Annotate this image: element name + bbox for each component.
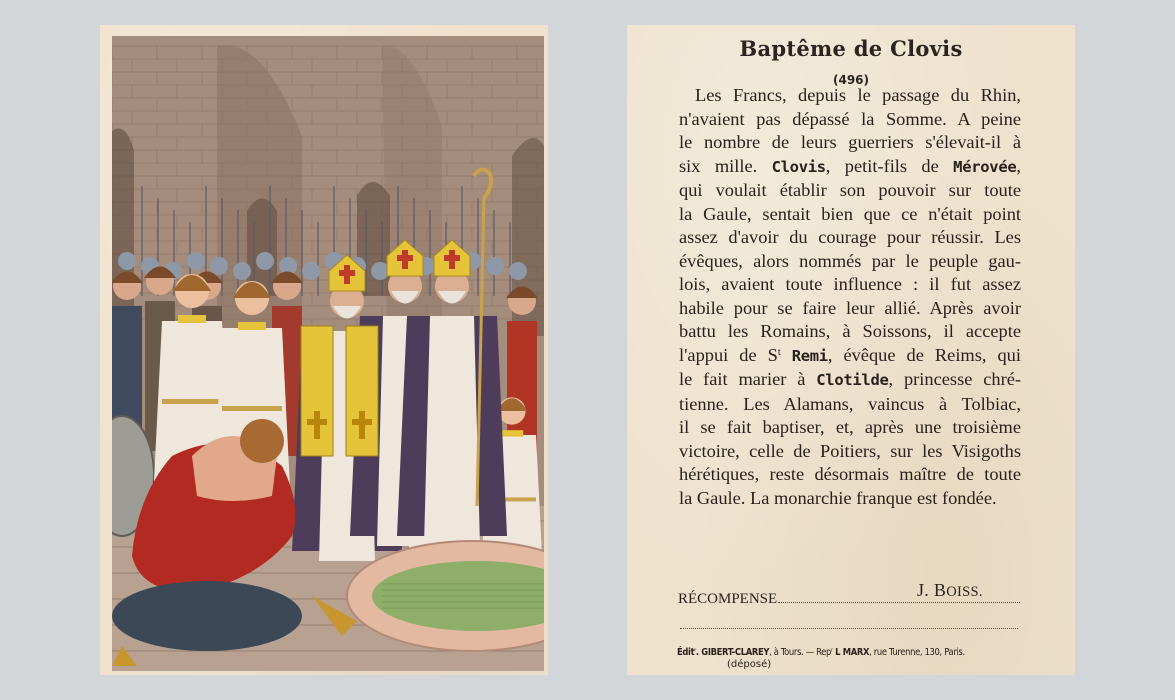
text-line bbox=[679, 84, 1021, 108]
text-line bbox=[679, 131, 1021, 155]
text-line bbox=[679, 440, 1021, 464]
text-segment: le nombre de leurs guerriers s'élevait-il à bbox=[679, 132, 1021, 152]
baptism-illustration bbox=[112, 36, 544, 671]
history-text bbox=[679, 84, 1021, 510]
helmet bbox=[187, 252, 205, 270]
text-line bbox=[679, 273, 1021, 297]
text-segment: qui voulait établir son pouvoir sur toute bbox=[679, 180, 1021, 200]
bishop-alb bbox=[424, 316, 480, 546]
robe-collar bbox=[501, 430, 523, 436]
text-segment: Les Francs, depuis le passage du Rhin, bbox=[695, 85, 1021, 105]
editor-address: , rue Turenne, 130, Paris. bbox=[869, 647, 965, 658]
text-line bbox=[679, 297, 1021, 321]
helmet bbox=[256, 252, 274, 270]
text-segment: victoire, celle de Poitiers, sur les Visigoths bbox=[679, 440, 1021, 461]
arch-left bbox=[112, 129, 134, 337]
deposit-note: (déposé) bbox=[727, 659, 772, 670]
robe-belt bbox=[162, 399, 222, 404]
editor-rep-sup: r bbox=[830, 647, 833, 654]
recompense-dotted-line bbox=[778, 590, 1020, 603]
author-rest: OISS. bbox=[946, 584, 983, 600]
text-segment: tienne. Les Alamans, vaincus à Tolbiac, bbox=[679, 393, 1021, 414]
text-line bbox=[679, 463, 1021, 487]
text-segment: la Gaule, sentait bien que ce n'était point bbox=[679, 203, 1021, 224]
recompense-field bbox=[678, 590, 1020, 608]
text-segment: il se fait baptiser, et, après une troisième bbox=[679, 417, 1021, 437]
front-card bbox=[100, 25, 548, 675]
illustration-drawing bbox=[112, 36, 544, 671]
text-line bbox=[679, 179, 1021, 203]
text-segment: , évêque de Reims, qui bbox=[827, 344, 1021, 365]
text-line bbox=[679, 250, 1021, 274]
robe-belt bbox=[222, 406, 282, 411]
helmet bbox=[118, 252, 136, 270]
text-line bbox=[679, 344, 1021, 369]
text-segment: , petit-fils de bbox=[825, 155, 954, 176]
helmet bbox=[302, 262, 320, 280]
text-segment: habile pour se faire leur allié. Après avoir bbox=[679, 297, 1021, 318]
author-initial: J. B bbox=[917, 580, 947, 600]
helmet bbox=[210, 257, 228, 275]
text-segment: t bbox=[777, 346, 781, 358]
text-segment: l'appui de S bbox=[679, 344, 778, 365]
card-year: (496) bbox=[832, 73, 870, 87]
bold-name: Clotilde bbox=[816, 371, 889, 389]
editor-prefix-sup: r bbox=[694, 647, 696, 654]
bold-name: Remi bbox=[791, 346, 828, 365]
editor-rep-name: L MARX bbox=[832, 647, 870, 658]
text-segment: le fait marier à bbox=[679, 369, 817, 389]
helmet bbox=[233, 262, 251, 280]
back-card bbox=[627, 25, 1075, 675]
clovis-hair bbox=[240, 419, 284, 463]
text-line bbox=[679, 416, 1021, 440]
bold-name: Clovis bbox=[771, 157, 826, 176]
text-segment: , princesse chré- bbox=[888, 369, 1021, 389]
text-line bbox=[679, 368, 1021, 393]
text-line bbox=[679, 108, 1021, 132]
text-segment: , bbox=[1016, 155, 1021, 176]
robe-collar bbox=[238, 322, 266, 330]
text-line bbox=[679, 226, 1021, 250]
text-line bbox=[679, 487, 1021, 511]
text-segment: évêques, alors nommés par le peuple gau- bbox=[679, 250, 1021, 271]
text-line bbox=[679, 393, 1021, 417]
text-segment bbox=[781, 345, 792, 365]
helmet bbox=[371, 262, 389, 280]
text-segment: la Gaule. La monarchie franque est fondée. bbox=[679, 487, 997, 508]
editor-city: , à Tours. — Rep bbox=[769, 647, 831, 658]
second-dotted-line bbox=[680, 628, 1018, 629]
text-segment: six mille. bbox=[679, 155, 772, 176]
helmet bbox=[509, 262, 527, 280]
text-segment: hérétiques, reste désormais maître de toute bbox=[679, 464, 1021, 484]
editor-prefix: Édit bbox=[677, 647, 695, 658]
text-segment: lois, avaient toute influence : il fut assez bbox=[679, 274, 1021, 294]
helmet bbox=[486, 257, 504, 275]
text-segment: n'avaient pas dépassé la Somme. A peine bbox=[679, 108, 1021, 129]
text-line bbox=[679, 320, 1021, 344]
editor-name: . GIBERT-CLAREY bbox=[695, 647, 770, 658]
publisher-line bbox=[677, 647, 1003, 658]
text-line bbox=[679, 155, 1021, 180]
robe-collar bbox=[178, 315, 206, 323]
text-segment: battu les Romains, à Soissons, il accepte bbox=[679, 321, 1021, 341]
bold-name: Mérovée bbox=[953, 157, 1017, 176]
text-segment: assez d'avoir du courage pour réussir. Les bbox=[679, 227, 1021, 247]
cushion bbox=[112, 581, 302, 651]
recompense-label: RÉCOMPENSE bbox=[678, 591, 778, 607]
card-title: Baptême de Clovis bbox=[739, 36, 963, 61]
text-line bbox=[679, 203, 1021, 227]
